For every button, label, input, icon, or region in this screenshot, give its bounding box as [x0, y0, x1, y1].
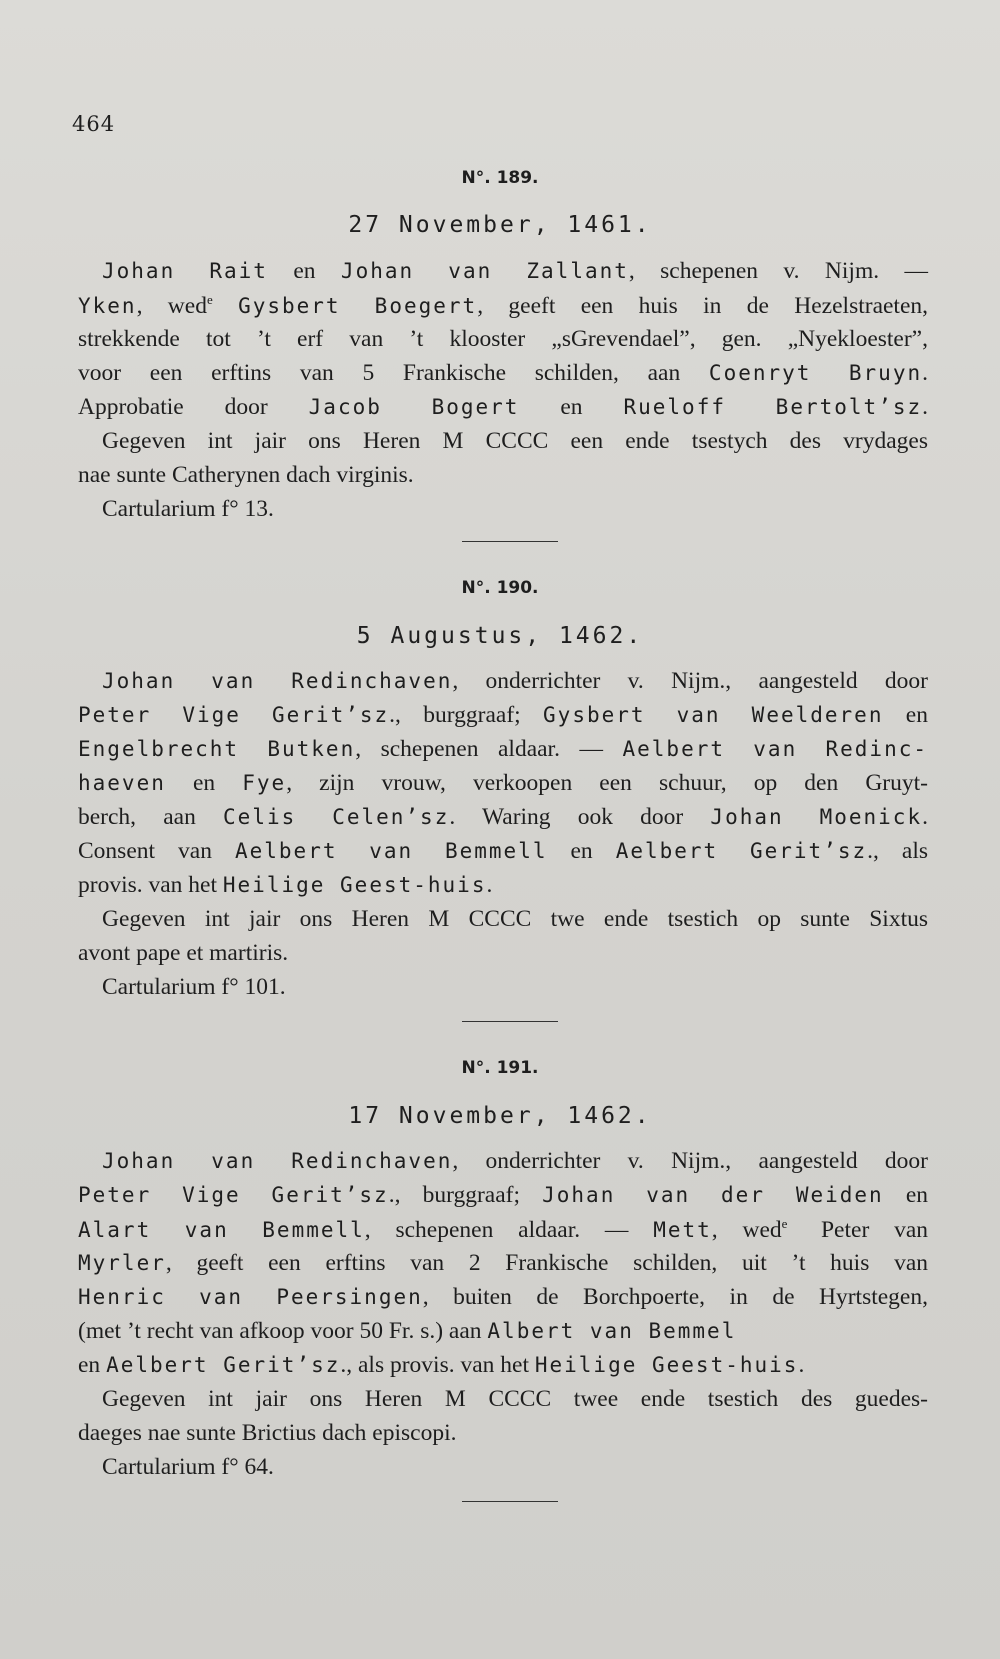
separator-rule [462, 541, 558, 542]
text-run [213, 293, 238, 319]
text-run: daeges nae sunte Brictius dach episcopi. [78, 1420, 457, 1446]
text-run: en [883, 1182, 928, 1208]
text-line [78, 838, 928, 865]
spaced-name: Heilige Geest-huis [534, 1353, 799, 1377]
text-run: , geeft een huis in de Hezelstraeten, [477, 292, 929, 319]
text-run: provis. van het [78, 872, 223, 898]
separator-rule [462, 1021, 558, 1022]
text-run: (met ’t recht van afkoop voor 50 Fr. s.) aan [78, 1318, 488, 1344]
text-run: en [267, 258, 341, 284]
text-run: , wed [711, 1216, 782, 1243]
text-run: Approbatie door [78, 394, 309, 420]
text-line [78, 1250, 928, 1277]
text-line [78, 292, 928, 320]
text-line [102, 496, 928, 523]
entry-date: 27 November, 1461. [348, 212, 652, 238]
entry-date: 17 November, 1462. [348, 1103, 652, 1129]
text-line [78, 1284, 928, 1311]
text-run: , schepenen v. Nijm. — [628, 258, 928, 284]
text-run: , buiten de Borchpoerte, in de Hyrtstegen, [422, 1284, 928, 1310]
text-run: en [78, 1352, 107, 1378]
spaced-name: Aelbert Gerit’sz [615, 839, 868, 863]
text-run: avont pape et martiris. [78, 940, 289, 966]
text-line [78, 1318, 928, 1345]
spaced-name: Rueloff Bertolt’sz [623, 395, 923, 419]
text-run: , onderrichter v. Nijm., aangesteld door [452, 1148, 929, 1174]
text-run: berch, aan [78, 804, 224, 830]
spaced-name: Fye [242, 771, 287, 795]
spaced-name: Alart van Bemmell [78, 1217, 365, 1242]
text-run: . [922, 360, 928, 386]
text-line [78, 702, 928, 729]
text-line [78, 1352, 928, 1379]
text-run: Cartularium f° 13. [102, 496, 274, 522]
spaced-name: Peter Vige Gerit’sz [78, 703, 390, 727]
entry-number: N°. 191. [461, 1058, 539, 1078]
spaced-name: haeven [78, 771, 166, 795]
text-run: nae sunte Catherynen dach virginis. [78, 462, 414, 488]
text-run: en [519, 394, 624, 420]
text-line [102, 974, 928, 1001]
spaced-name: Jacob Bogert [308, 395, 520, 419]
superscript: e [781, 1216, 788, 1231]
text-run: , zijn vrouw, verkoopen een schuur, op den Gruyt- [286, 770, 928, 796]
text-line [78, 1182, 928, 1209]
text-run: , schepenen aldaar. — [364, 1216, 654, 1243]
text-run: . [922, 804, 928, 830]
text-run: strekkende tot ’t erf van ’t klooster „sGrevendael”, gen. „Nyekloester”, [78, 326, 928, 352]
spaced-name: Johan van Zallant [340, 259, 629, 283]
text-run: ., als provis. van het [340, 1352, 535, 1378]
entry-number: N°. 190. [461, 578, 539, 598]
spaced-name: Johan van Redinchaven [102, 1149, 453, 1173]
text-run: ., burggraaf; [389, 702, 544, 728]
spaced-name: Johan Rait [102, 259, 268, 283]
spaced-name: Yken [78, 293, 137, 318]
page-number: 464 [72, 112, 116, 136]
text-run: . [922, 394, 928, 420]
text-line [78, 940, 928, 967]
text-run: , schepenen aldaar. — [355, 736, 623, 762]
superscript: e [206, 292, 213, 307]
text-run: , onderrichter v. Nijm., aangesteld door [452, 668, 929, 694]
text-run: ., als [867, 838, 929, 864]
spaced-name: Aelbert van Bemmell [234, 839, 548, 863]
entry-number: N°. 189. [461, 168, 539, 188]
text-line [78, 1216, 928, 1244]
spaced-name: Mett [653, 1217, 712, 1242]
separator-rule [462, 1501, 558, 1502]
text-run: en [547, 838, 616, 864]
spaced-name: Johan van der Weiden [542, 1183, 884, 1207]
spaced-name: Heilige Geest-huis [222, 873, 487, 897]
text-run: en [883, 702, 928, 728]
text-line [102, 258, 928, 285]
text-line [78, 736, 928, 763]
spaced-name: Coenryt Bruyn [708, 361, 923, 385]
text-run: voor een erftins van 5 Frankische schilden, aan [78, 360, 709, 386]
spaced-name: Albert van Bemmel [487, 1319, 737, 1343]
text-line [78, 804, 928, 831]
text-run: . [798, 1352, 805, 1378]
text-run: Consent van [78, 838, 235, 864]
text-line [102, 1454, 928, 1481]
spaced-name: Aelbert van Redinc- [622, 737, 928, 761]
text-run: . Waring ook door [449, 804, 711, 830]
spaced-name: Gysbert Boegert [238, 293, 478, 318]
spaced-name: Henric van Peersingen [78, 1285, 423, 1309]
text-run: . [486, 872, 493, 898]
text-run: , geeft een erftins van 2 Frankische schilden, uit ’t huis van [165, 1250, 928, 1276]
text-line [102, 906, 928, 933]
text-line [102, 1386, 928, 1413]
spaced-name: Johan Moenick [710, 805, 923, 829]
text-line [78, 326, 928, 353]
spaced-name: Aelbert Gerit’sz [106, 1353, 341, 1377]
text-run: Cartularium f° 101. [102, 974, 286, 1000]
entry-date: 5 Augustus, 1462. [356, 623, 644, 649]
text-run: Gegeven int jair ons Heren M CCCC twe ende tsestich op sunte Sixtus [102, 906, 928, 932]
text-line [78, 462, 928, 489]
spaced-name: Celis Celen’sz [223, 805, 450, 829]
text-run: , wed [136, 292, 207, 319]
text-run: Gegeven int jair ons Heren M CCCC twee ende tsestich des guedes- [102, 1386, 928, 1412]
text-run: Peter van [820, 1216, 929, 1243]
spaced-name: Engelbrecht Butken [78, 737, 356, 761]
text-line [102, 428, 928, 455]
spaced-name: Peter Vige Gerit’sz [78, 1183, 389, 1207]
spaced-name: Gysbert van Weelderen [543, 703, 884, 727]
text-line [78, 394, 928, 421]
text-line [78, 770, 928, 797]
text-line [78, 360, 928, 387]
text-run: en [165, 770, 243, 796]
text-run: Cartularium f° 64. [102, 1454, 274, 1480]
text-line [102, 668, 928, 695]
text-line [102, 1148, 928, 1175]
text-run: ., burggraaf; [388, 1182, 543, 1208]
spaced-name: Myrler [78, 1251, 166, 1275]
text-line [78, 1420, 928, 1447]
spaced-name: Johan van Redinchaven [102, 669, 453, 693]
text-line [78, 872, 928, 899]
spaced-name [787, 1218, 821, 1242]
text-run: Gegeven int jair ons Heren M CCCC een ende tsestych des vrydages [102, 428, 928, 454]
